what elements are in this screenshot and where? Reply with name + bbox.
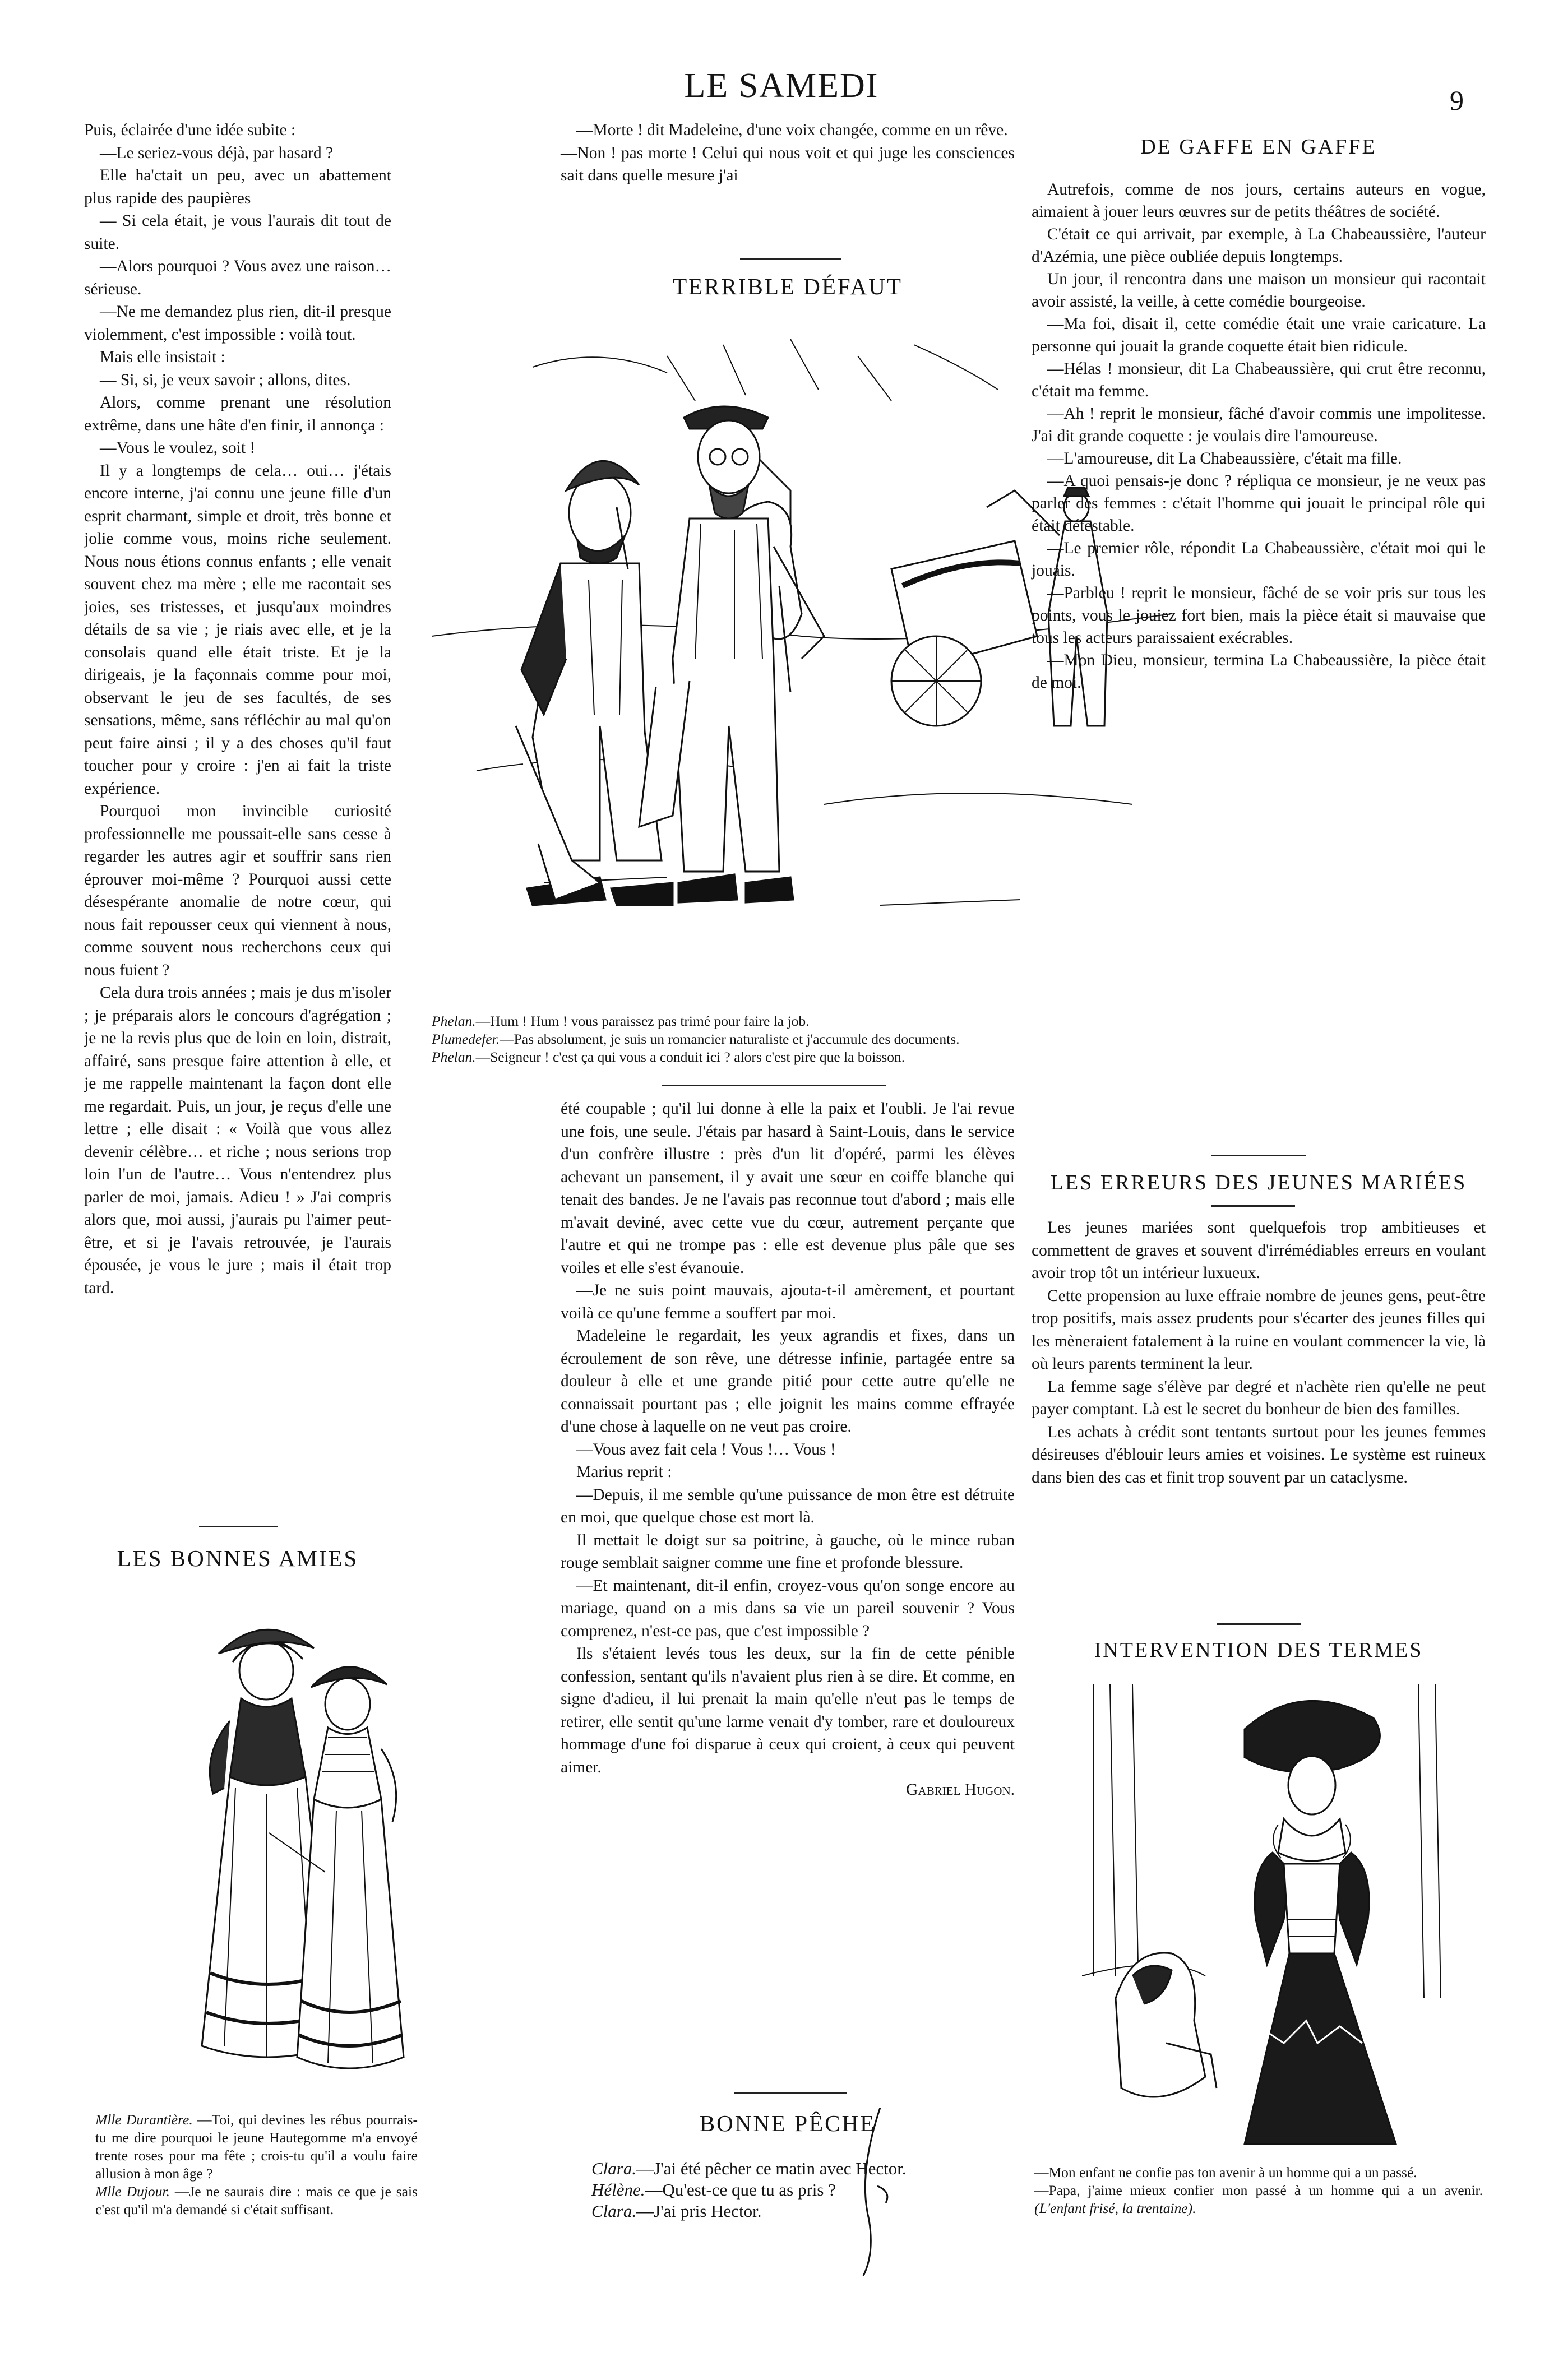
bonnes-amies-illustration [168,1609,415,2096]
paragraph: Cette propension au luxe effraie nombre de jeunes gens, peut-être trop positifs, mais assez prudents pour s'écarter des jeunes filles qui les mèneraient fatalement à la ruine en voulant commencer la vie, là où leurs parents terminent la leur. [1032,1286,1486,1373]
dialogue-text: —J'ai été pêcher ce matin avec Hector. [636,2159,907,2178]
caption-text: —Toi, qui devines les rébus pourrais-tu me dire pourquoi le jeune Hautegomme m'a envoyé trente roses pour ma fête ; crois-tu qu'il a voulu faire allusion à mon âge ? [95,2112,418,2182]
paragraph: —Mon Dieu, monsieur, termina La Chabeaussière, la pièce était de moi. [1032,651,1486,692]
paragraph: — Si cela était, je vous l'aurais dit tout de suite. [84,212,391,253]
paragraph: Il y a longtemps de cela… oui… j'étais encore interne, j'ai connu une jeune fille d'un esprit charmant, simple et droit, très bonne et jolie comme vous, moins riche seulement. Nous nous étions connus enfants ; elle venait souvent chez ma mère ; elle me racontait ses joies, ses tristesses, et jusqu'aux moindres détails de sa vie ; je riais avec elle, et je la consolais quand elle était triste. Et je la dirigeais, je la façonnais comme pour moi, observant le jeu de ses facultés, de ses sensations, même, sans réfléchir au mal qu'on peut faire ainsi ; il y a des choses qu'il faut toucher pour y croire : j'en ai fait la triste expérience. [84,461,391,798]
dialogue-text: —Qu'est-ce que tu as pris ? [645,2180,836,2200]
story-body-column [561,1098,1015,1802]
caption-line: —Mon enfant ne confie pas ton avenir à un homme qui a un passé. [1034,2164,1417,2180]
paragraph: Pourquoi mon invincible curiosité professionnelle me poussait-elle sans cesse à regarder les autres agir et souffrir sans rien éprouver moi-même ? Pourquoi aussi cette désespérante anomalie de notre cœur, qui nous fait repousser ceux qui viennent à nous, comme souvent nous recherchons ceux qui nous fuient ? [84,802,391,979]
section-divider [734,2092,847,2094]
paragraph: C'était ce qui arrivait, par exemple, à La Chabeaussière, l'auteur d'Azémia, une pièce oubliée depuis longtemps. [1032,225,1486,266]
author-signature: Gabriel Hugon. [906,1781,1015,1799]
section-divider [1217,1623,1301,1625]
paragraph: —Ah ! reprit le monsieur, fâché d'avoir commis une impolitesse. J'ai dit grande coquette : je voulais dire l'amoureuse. [1032,405,1486,445]
caption-speaker: Mlle Durantière. [95,2112,193,2128]
intervention-illustration [1082,1684,1452,2150]
paragraph: Marius reprit : [576,1463,672,1481]
caption-line: —Papa, j'aime mieux confier mon passé à un homme qui a un avenir. [1034,2182,1483,2198]
paragraph: —Ne me demandez plus rien, dit-il presque violemment, c'est impossible : voilà tout. [84,303,391,344]
paragraph: —A quoi pensais-je donc ? répliqua ce monsieur, je ne veux pas parler des femmes : c'était l'homme qui jouait le principal rôle qui était détestable. [1032,472,1486,535]
paragraph: Les jeunes mariées sont quelquefois trop ambitieuses et commettent de graves et souvent d'irrémédiables erreurs en voulant avoir trop tôt un intérieur luxueux. [1032,1219,1486,1282]
erreurs-article-column [1032,1216,1486,1489]
paragraph: —Depuis, il me semble qu'une puissance de mon être est détruite en moi, que quelque chose est mort là. [561,1485,1015,1526]
section-divider [740,258,841,260]
paragraph: Autrefois, comme de nos jours, certains auteurs en vogue, aimaient à jouer leurs œuvres sur de petits théâtres de société. [1032,180,1486,221]
section-title-de-gaffe-en-gaffe: DE GAFFE EN GAFFE [1140,135,1377,159]
caption-text: —Seigneur ! c'est ça qui vous a conduit ici ? alors c'est pire que la boisson. [475,1049,905,1065]
section-divider [1211,1205,1295,1207]
story-continuation-column [84,119,391,1299]
paragraph: —Le seriez-vous déjà, par hasard ? [100,143,334,162]
terrible-defaut-caption [432,1012,1177,1066]
paragraph: Elle ha'ctait un peu, avec un abattement plus rapide des paupières [84,166,391,207]
paragraph: —Vous le voulez, soit ! [100,439,256,457]
paragraph: Puis, éclairée d'une idée subite : [84,121,296,139]
intervention-caption [1034,2164,1483,2217]
gaffe-anecdote-column [1032,178,1486,694]
paragraph: —Parbleu ! reprit le monsieur, fâché de se voir pris sur tous les points, vous le jouiez fort bien, mais la pièce était si mauvaise que tous les acteurs paraissaient exécrables. [1032,584,1486,647]
paragraph: —Le premier rôle, répondit La Chabeaussière, c'était moi qui le jouais. [1032,539,1486,580]
paragraph: —Je ne suis point mauvais, ajouta-t-il amèrement, et pourtant voilà ce qu'une femme a souffert par moi. [561,1281,1015,1322]
section-title-erreurs: LES ERREURS DES JEUNES MARIÉES [1050,1171,1467,1194]
section-title-intervention: INTERVENTION DES TERMES [1094,1638,1423,1662]
masthead-title: LE SAMEDI [684,67,879,105]
section-divider [199,1526,278,1527]
paragraph: été coupable ; qu'il lui donne à elle la paix et l'oubli. Je l'ai revue une fois, une seule. J'étais par hasard à Saint-Louis, dans le service d'un confrère illustre : près d'un lit d'opéré, parmi les élèves achevant un pansement, il y avait une sœur en coiffe blanche qui tenait des bandes. Je ne l'avais pas reconnue tout d'abord ; mais elle m'avait deviné, avec cette vue du cœur, autrement perçante que l'autre et qui ne trompe pas : elle est devenue plus pâle que ses voiles et elle s'est évanouie. [561,1100,1015,1277]
caption-credit: (L'enfant frisé, la trentaine). [1034,2200,1196,2216]
caption-text: —Je ne saurais dire : mais ce que je sais c'est qu'il m'a demandé si c'était suffisant. [95,2183,418,2217]
caption-speaker: Plumedefer. [432,1031,500,1047]
story-continuation-top [561,119,1015,187]
paragraph: Cela dura trois années ; mais je dus m'isoler ; je préparais alors le concours d'agrégation ; je ne la revis plus que de loin en loin, distrait, affairé, sans presque faire attention à elle, et je me rappelle maintenant la façon dont elle me regardait. Puis, un jour, je reçus d'elle une lettre ; elle disait : « Voilà que vous allez devenir célèbre… et riche ; nous serions trop loin l'un de l'autre… Vous n'entendrez plus parler de moi, jamais. Adieu ! » J'ai compris alors que, moi aussi, j'aurais pu l'aimer peut-être, et si je l'avais retrouvée, je l'aurais épousée, je vous le jure ; mais il était trop tard. [84,984,391,1297]
bonne-peche-dialogue [591,2158,1006,2222]
paragraph: Les achats à crédit sont tentants surtout pour les jeunes femmes désireuses d'éblouir leurs amies et voisines. Le système est ruineux dans bien des cas et finit trop souvent par un cataclysme. [1032,1423,1486,1487]
paragraph: Madeleine le regardait, les yeux agrandis et fixes, dans un écroulement de son rêve, une détresse infinie, partagée entre sa douleur à elle et une grande pitié pour cette autre qu'elle ne connaissait pourtant pas ; elle joignit les mains comme effrayée d'une chose à laquelle on ne veut pas croire. [561,1327,1015,1436]
paragraph: —Hélas ! monsieur, dit La Chabeaussière, qui crut être reconnu, c'était ma femme. [1032,360,1486,400]
bonnes-amies-caption [95,2111,418,2219]
section-divider [1211,1155,1306,1156]
paragraph: —Vous avez fait cela ! Vous !… Vous ! [576,1440,836,1458]
paragraph: —Alors pourquoi ? Vous avez une raison… sérieuse. [84,257,391,298]
dialogue-speaker: Hélène. [591,2180,645,2200]
caption-speaker: Mlle Dujour. [95,2183,170,2200]
paragraph: — Si, si, je veux savoir ; allons, dites. [100,371,351,389]
caption-text: —Hum ! Hum ! vous paraissez pas trimé pour faire la job. [475,1013,810,1029]
section-title-bonne-peche: BONNE PÊCHE [699,2110,876,2136]
paragraph: Ils s'étaient levés tous les deux, sur la fin de cette pénible confession, sentant qu'ils n'avaient plus rien à se dire. Et comme, en signe d'adieu, il lui prenait la main qu'elle n'eut pas le temps de retirer, elle sentit qu'une larme venait d'y tomber, rare et douloureux hommage d'une foi disparue à ceux qui croient, à ceux qui peuvent aimer. [561,1645,1015,1776]
paragraph: —L'amoureuse, dit La Chabeaussière, c'était ma fille. [1047,450,1402,467]
page-number: 9 [1450,85,1464,116]
section-title-bonnes-amies: LES BONNES AMIES [117,1545,359,1571]
paragraph: —Morte ! dit Madeleine, d'une voix changée, comme en un rêve. [576,121,1008,139]
caption-text: —Pas absolument, je suis un romancier naturaliste et j'accumule des documents. [500,1031,960,1047]
section-divider [662,1085,886,1086]
section-title-terrible-defaut: TERRIBLE DÉFAUT [673,274,903,299]
paragraph: Mais elle insistait : [100,348,225,366]
paragraph: Alors, comme prenant une résolution extrême, dans une hâte d'en finir, il annonça : [84,393,391,434]
paragraph: Il mettait le doigt sur sa poitrine, à gauche, où le mince ruban rouge semblait saigner comme une fine et profonde blessure. [561,1531,1015,1572]
paragraph: —Ma foi, disait il, cette comédie était une vraie caricature. La personne qui jouait la grande coquette était bien ridicule. [1032,315,1486,355]
dialogue-speaker: Clara. [591,2159,637,2178]
paragraph: —Non ! pas morte ! Celui qui nous voit et qui juge les consciences sait dans quelle mesure j'ai [561,143,1015,184]
dialogue-text: —J'ai pris Hector. [636,2201,762,2221]
caption-speaker: Phelan. [432,1013,476,1029]
dialogue-speaker: Clara. [591,2201,637,2221]
paragraph: —Et maintenant, dit-il enfin, croyez-vous qu'on songe encore au mariage, quand on a mis dans sa vie un pareil souvenir ? Vous comprenez, n'est-ce pas, que c'est impossible ? [561,1576,1015,1640]
paragraph: La femme sage s'élève par degré et n'achète rien qu'elle ne peut payer comptant. Là est le secret du bonheur de bien des familles. [1032,1377,1486,1418]
paragraph: Un jour, il rencontra dans une maison un monsieur qui racontait avoir assisté, la veille, à cette comédie bourgeoise. [1032,270,1486,311]
caption-speaker: Phelan. [432,1049,476,1065]
